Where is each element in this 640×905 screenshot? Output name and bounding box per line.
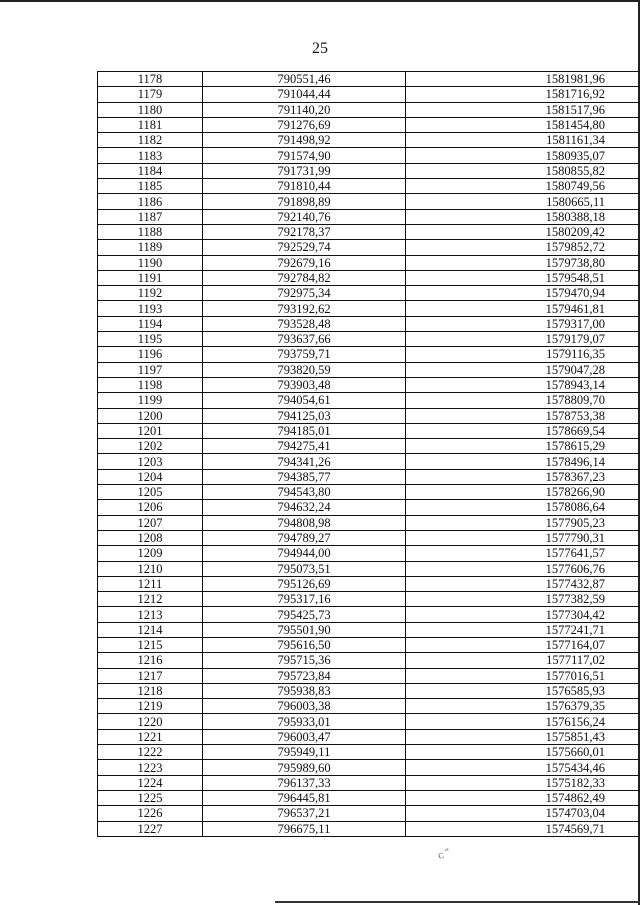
point-number-cell: 1199 <box>98 393 203 408</box>
y-coordinate-cell: 1575434,46 <box>406 760 640 775</box>
point-number-cell: 1220 <box>98 714 203 729</box>
table-row <box>98 668 640 683</box>
table-row <box>98 622 640 637</box>
point-number-cell: 1195 <box>98 332 203 347</box>
table-row <box>98 224 640 239</box>
y-coordinate-cell: 1577016,51 <box>406 668 640 683</box>
x-coordinate-cell: 792529,74 <box>203 240 406 255</box>
table-row <box>98 530 640 545</box>
point-number-cell: 1185 <box>98 179 203 194</box>
x-coordinate-cell: 794385,77 <box>203 469 406 484</box>
point-number-cell: 1224 <box>98 775 203 790</box>
point-number-cell: 1203 <box>98 454 203 469</box>
point-number-cell: 1213 <box>98 607 203 622</box>
table-row <box>98 561 640 576</box>
x-coordinate-cell: 792975,34 <box>203 286 406 301</box>
x-coordinate-cell: 796137,33 <box>203 775 406 790</box>
table-row <box>98 362 640 377</box>
x-coordinate-cell: 794944,00 <box>203 546 406 561</box>
y-coordinate-cell: 1580209,42 <box>406 224 640 239</box>
table-row <box>98 760 640 775</box>
point-number-cell: 1227 <box>98 821 203 836</box>
point-number-cell: 1223 <box>98 760 203 775</box>
y-coordinate-cell: 1580749,56 <box>406 179 640 194</box>
table-row <box>98 500 640 515</box>
x-coordinate-cell: 794125,03 <box>203 408 406 423</box>
x-coordinate-cell: 795989,60 <box>203 760 406 775</box>
point-number-cell: 1209 <box>98 546 203 561</box>
table-row <box>98 194 640 209</box>
table-row <box>98 683 640 698</box>
table-row <box>98 72 640 87</box>
y-coordinate-cell: 1578943,14 <box>406 377 640 392</box>
x-coordinate-cell: 795317,16 <box>203 592 406 607</box>
y-coordinate-cell: 1578266,90 <box>406 485 640 500</box>
point-number-cell: 1208 <box>98 530 203 545</box>
x-coordinate-cell: 792784,82 <box>203 270 406 285</box>
point-number-cell: 1200 <box>98 408 203 423</box>
point-number-cell: 1191 <box>98 270 203 285</box>
point-number-cell: 1178 <box>98 72 203 87</box>
table-row <box>98 607 640 622</box>
table-row <box>98 240 640 255</box>
table-row <box>98 316 640 331</box>
x-coordinate-cell: 793528,48 <box>203 316 406 331</box>
point-number-cell: 1216 <box>98 653 203 668</box>
y-coordinate-cell: 1580665,11 <box>406 194 640 209</box>
x-coordinate-cell: 795933,01 <box>203 714 406 729</box>
table-row <box>98 775 640 790</box>
point-number-cell: 1196 <box>98 347 203 362</box>
y-coordinate-cell: 1577304,42 <box>406 607 640 622</box>
table-row <box>98 377 640 392</box>
y-coordinate-cell: 1580388,18 <box>406 209 640 224</box>
y-coordinate-cell: 1578086,64 <box>406 500 640 515</box>
y-coordinate-cell: 1577641,57 <box>406 546 640 561</box>
y-coordinate-cell: 1579317,00 <box>406 316 640 331</box>
x-coordinate-cell: 795938,83 <box>203 683 406 698</box>
table-row <box>98 699 640 714</box>
table-row <box>98 270 640 285</box>
x-coordinate-cell: 796445,81 <box>203 790 406 805</box>
x-coordinate-cell: 795616,50 <box>203 637 406 652</box>
point-number-cell: 1214 <box>98 622 203 637</box>
point-number-cell: 1202 <box>98 439 203 454</box>
x-coordinate-cell: 795501,90 <box>203 622 406 637</box>
coordinates-table <box>97 71 640 837</box>
y-coordinate-cell: 1578753,38 <box>406 408 640 423</box>
y-coordinate-cell: 1575851,43 <box>406 729 640 744</box>
x-coordinate-cell: 795949,11 <box>203 745 406 760</box>
y-coordinate-cell: 1580855,82 <box>406 163 640 178</box>
y-coordinate-cell: 1575182,33 <box>406 775 640 790</box>
y-coordinate-cell: 1578615,29 <box>406 439 640 454</box>
y-coordinate-cell: 1578669,54 <box>406 423 640 438</box>
y-coordinate-cell: 1580935,07 <box>406 148 640 163</box>
point-number-cell: 1197 <box>98 362 203 377</box>
x-coordinate-cell: 795715,36 <box>203 653 406 668</box>
x-coordinate-cell: 794275,41 <box>203 439 406 454</box>
point-number-cell: 1221 <box>98 729 203 744</box>
point-number-cell: 1215 <box>98 637 203 652</box>
x-coordinate-cell: 793903,48 <box>203 377 406 392</box>
point-number-cell: 1188 <box>98 224 203 239</box>
x-coordinate-cell: 794185,01 <box>203 423 406 438</box>
x-coordinate-cell: 796003,47 <box>203 729 406 744</box>
table-row <box>98 255 640 270</box>
table-row <box>98 148 640 163</box>
y-coordinate-cell: 1579852,72 <box>406 240 640 255</box>
y-coordinate-cell: 1577117,02 <box>406 653 640 668</box>
point-number-cell: 1182 <box>98 133 203 148</box>
table-row <box>98 515 640 530</box>
y-coordinate-cell: 1577432,87 <box>406 576 640 591</box>
table-row <box>98 821 640 836</box>
x-coordinate-cell: 794789,27 <box>203 530 406 545</box>
table-row <box>98 790 640 805</box>
x-coordinate-cell: 791810,44 <box>203 179 406 194</box>
table-row <box>98 637 640 652</box>
point-number-cell: 1210 <box>98 561 203 576</box>
table-row <box>98 439 640 454</box>
scan-border-bottom <box>275 901 640 903</box>
table-row <box>98 393 640 408</box>
point-number-cell: 1189 <box>98 240 203 255</box>
handwritten-mark: ᴄ ″ <box>436 846 453 862</box>
y-coordinate-cell: 1577606,76 <box>406 561 640 576</box>
y-coordinate-cell: 1577241,71 <box>406 622 640 637</box>
table-row <box>98 332 640 347</box>
x-coordinate-cell: 791574,90 <box>203 148 406 163</box>
x-coordinate-cell: 792140,76 <box>203 209 406 224</box>
table-row <box>98 347 640 362</box>
point-number-cell: 1179 <box>98 87 203 102</box>
table-row <box>98 546 640 561</box>
x-coordinate-cell: 793637,66 <box>203 332 406 347</box>
table-row <box>98 133 640 148</box>
point-number-cell: 1180 <box>98 102 203 117</box>
x-coordinate-cell: 796003,38 <box>203 699 406 714</box>
y-coordinate-cell: 1577905,23 <box>406 515 640 530</box>
x-coordinate-cell: 795126,69 <box>203 576 406 591</box>
point-number-cell: 1205 <box>98 485 203 500</box>
table-row <box>98 729 640 744</box>
x-coordinate-cell: 795723,84 <box>203 668 406 683</box>
y-coordinate-cell: 1578496,14 <box>406 454 640 469</box>
point-number-cell: 1184 <box>98 163 203 178</box>
x-coordinate-cell: 792178,37 <box>203 224 406 239</box>
point-number-cell: 1226 <box>98 806 203 821</box>
y-coordinate-cell: 1581517,96 <box>406 102 640 117</box>
y-coordinate-cell: 1577164,07 <box>406 637 640 652</box>
point-number-cell: 1183 <box>98 148 203 163</box>
point-number-cell: 1218 <box>98 683 203 698</box>
y-coordinate-cell: 1577382,59 <box>406 592 640 607</box>
x-coordinate-cell: 791276,69 <box>203 117 406 132</box>
table-row <box>98 87 640 102</box>
x-coordinate-cell: 791731,99 <box>203 163 406 178</box>
point-number-cell: 1198 <box>98 377 203 392</box>
table-row <box>98 745 640 760</box>
x-coordinate-cell: 794054,61 <box>203 393 406 408</box>
table-row <box>98 592 640 607</box>
table-row <box>98 408 640 423</box>
y-coordinate-cell: 1581981,96 <box>406 72 640 87</box>
y-coordinate-cell: 1576379,35 <box>406 699 640 714</box>
table-row <box>98 102 640 117</box>
point-number-cell: 1225 <box>98 790 203 805</box>
x-coordinate-cell: 791898,89 <box>203 194 406 209</box>
x-coordinate-cell: 793759,71 <box>203 347 406 362</box>
y-coordinate-cell: 1574862,49 <box>406 790 640 805</box>
point-number-cell: 1192 <box>98 286 203 301</box>
table-row <box>98 653 640 668</box>
x-coordinate-cell: 794543,80 <box>203 485 406 500</box>
point-number-cell: 1190 <box>98 255 203 270</box>
y-coordinate-cell: 1575660,01 <box>406 745 640 760</box>
point-number-cell: 1219 <box>98 699 203 714</box>
x-coordinate-cell: 791498,92 <box>203 133 406 148</box>
y-coordinate-cell: 1574569,71 <box>406 821 640 836</box>
point-number-cell: 1207 <box>98 515 203 530</box>
table-row <box>98 576 640 591</box>
table-row <box>98 454 640 469</box>
point-number-cell: 1204 <box>98 469 203 484</box>
scan-border-top <box>0 0 640 2</box>
x-coordinate-cell: 795073,51 <box>203 561 406 576</box>
point-number-cell: 1211 <box>98 576 203 591</box>
y-coordinate-cell: 1578367,23 <box>406 469 640 484</box>
x-coordinate-cell: 796537,21 <box>203 806 406 821</box>
y-coordinate-cell: 1579116,35 <box>406 347 640 362</box>
point-number-cell: 1194 <box>98 316 203 331</box>
table-row <box>98 806 640 821</box>
coordinates-table-body <box>98 72 640 837</box>
table-row <box>98 423 640 438</box>
table-row <box>98 209 640 224</box>
y-coordinate-cell: 1579738,80 <box>406 255 640 270</box>
x-coordinate-cell: 793820,59 <box>203 362 406 377</box>
table-row <box>98 117 640 132</box>
y-coordinate-cell: 1576156,24 <box>406 714 640 729</box>
page-number: 25 <box>312 40 328 57</box>
y-coordinate-cell: 1581161,34 <box>406 133 640 148</box>
table-row <box>98 301 640 316</box>
point-number-cell: 1186 <box>98 194 203 209</box>
point-number-cell: 1193 <box>98 301 203 316</box>
table-row <box>98 469 640 484</box>
y-coordinate-cell: 1579470,94 <box>406 286 640 301</box>
table-row <box>98 179 640 194</box>
point-number-cell: 1206 <box>98 500 203 515</box>
point-number-cell: 1201 <box>98 423 203 438</box>
x-coordinate-cell: 791140,20 <box>203 102 406 117</box>
x-coordinate-cell: 791044,44 <box>203 87 406 102</box>
y-coordinate-cell: 1581716,92 <box>406 87 640 102</box>
y-coordinate-cell: 1581454,80 <box>406 117 640 132</box>
x-coordinate-cell: 794808,98 <box>203 515 406 530</box>
x-coordinate-cell: 794632,24 <box>203 500 406 515</box>
x-coordinate-cell: 793192,62 <box>203 301 406 316</box>
y-coordinate-cell: 1577790,31 <box>406 530 640 545</box>
point-number-cell: 1212 <box>98 592 203 607</box>
y-coordinate-cell: 1579047,28 <box>406 362 640 377</box>
point-number-cell: 1187 <box>98 209 203 224</box>
x-coordinate-cell: 796675,11 <box>203 821 406 836</box>
y-coordinate-cell: 1578809,70 <box>406 393 640 408</box>
y-coordinate-cell: 1579461,81 <box>406 301 640 316</box>
x-coordinate-cell: 792679,16 <box>203 255 406 270</box>
table-row <box>98 714 640 729</box>
table-row <box>98 485 640 500</box>
table-row <box>98 286 640 301</box>
y-coordinate-cell: 1576585,93 <box>406 683 640 698</box>
x-coordinate-cell: 790551,46 <box>203 72 406 87</box>
y-coordinate-cell: 1579179,07 <box>406 332 640 347</box>
point-number-cell: 1222 <box>98 745 203 760</box>
table-row <box>98 163 640 178</box>
point-number-cell: 1217 <box>98 668 203 683</box>
x-coordinate-cell: 795425,73 <box>203 607 406 622</box>
x-coordinate-cell: 794341,26 <box>203 454 406 469</box>
y-coordinate-cell: 1579548,51 <box>406 270 640 285</box>
point-number-cell: 1181 <box>98 117 203 132</box>
y-coordinate-cell: 1574703,04 <box>406 806 640 821</box>
